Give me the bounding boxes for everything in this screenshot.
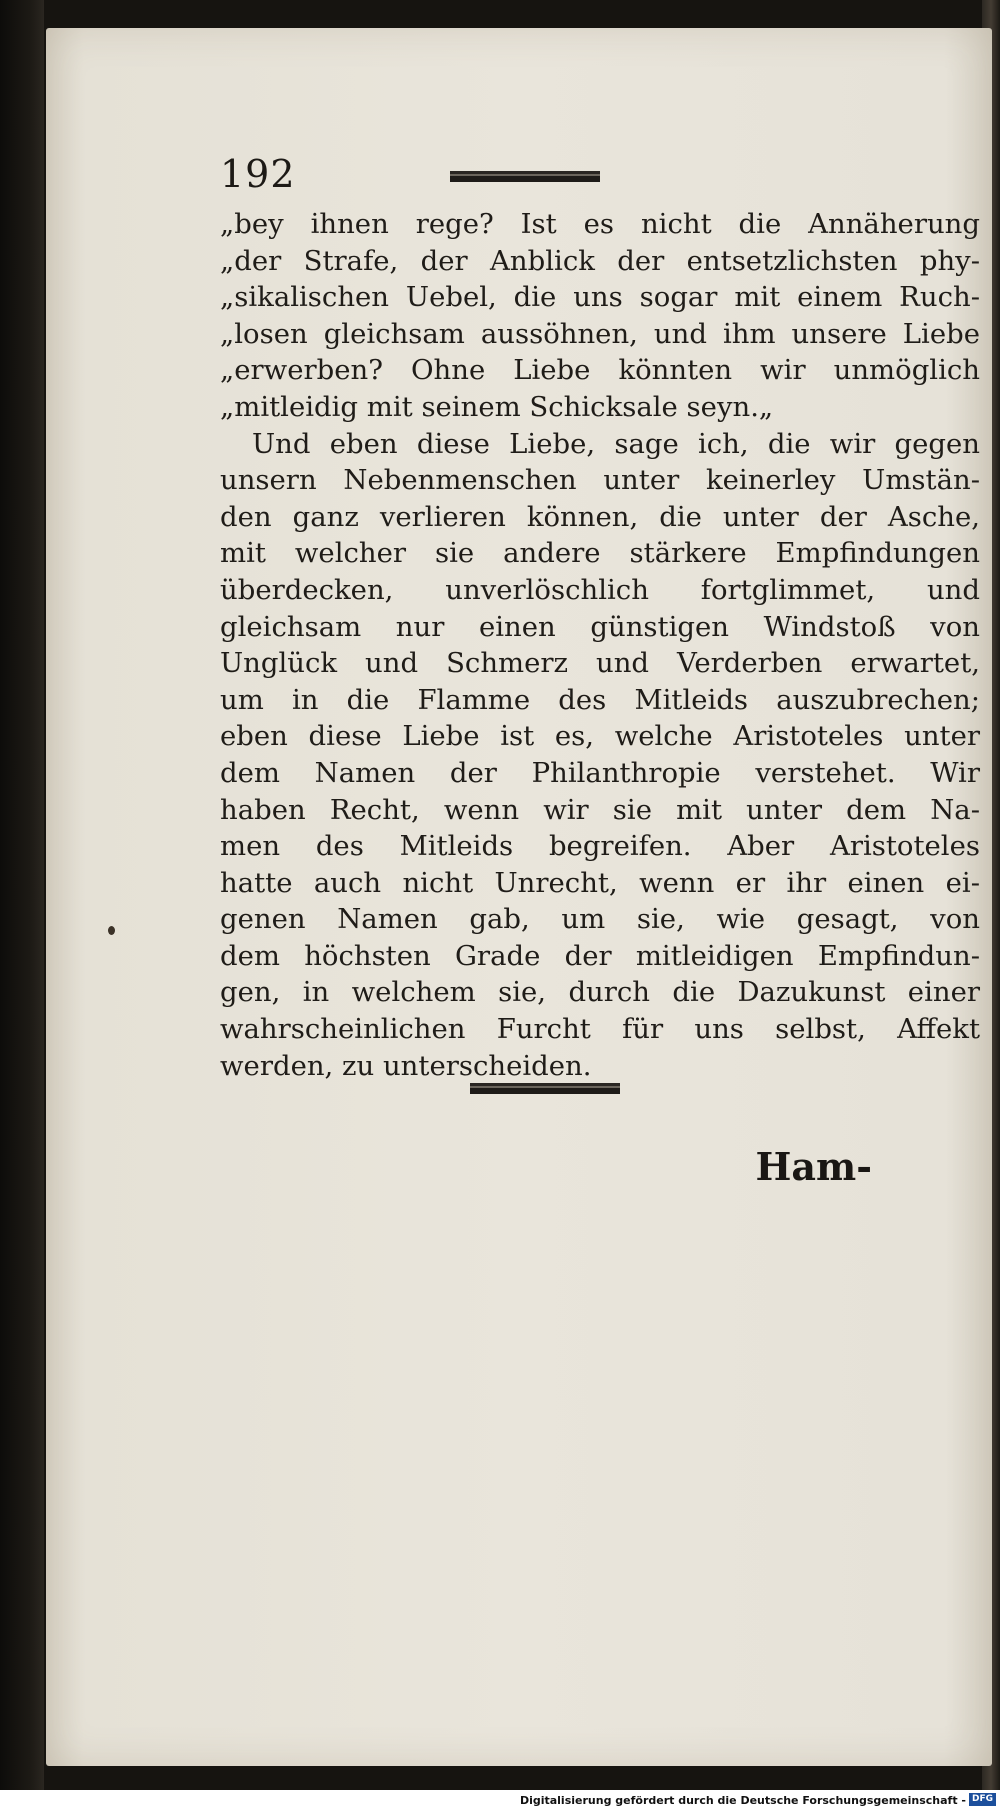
footer-bar [0, 1790, 1000, 1811]
text-line: werden, zu unterscheiden. [220, 1049, 592, 1082]
text-line: „erwerben? Ohne Liebe könnten wir unmöglich [220, 354, 980, 387]
text-line: dem höchsten Grade der mitleidigen Empfindun- [220, 939, 980, 972]
book-spine [0, 0, 44, 1790]
funding-credit: Digitalisierung gefördert durch die Deutsche Forschungsgemeinschaft - [519, 1794, 966, 1807]
text-line: Und eben diese Liebe, sage ich, die wir gegen [252, 427, 980, 460]
text-line: genen Namen gab, um sie, wie gesagt, von [220, 903, 980, 936]
text-line: unsern Nebenmenschen unter keinerley Umstän- [220, 464, 980, 497]
section-end-rule [470, 1083, 620, 1094]
text-line: Unglück und Schmerz und Verderben erwartet, [220, 647, 980, 680]
text-line: gen, in welchem sie, durch die Dazukunst einer [220, 976, 980, 1009]
text-line: men des Mitleids begreifen. Aber Aristoteles [220, 830, 980, 863]
text-line: eben diese Liebe ist es, welche Aristoteles unter [220, 720, 980, 753]
ink-spot [108, 926, 115, 935]
text-line: überdecken, unverlöschlich fortglimmet, und [220, 573, 980, 606]
text-line: den ganz verlieren können, die unter der Asche, [220, 500, 980, 533]
text-line: „losen gleichsam aussöhnen, und ihm unsere Liebe [220, 317, 980, 350]
text-line: „sikalischen Uebel, die uns sogar mit einem Ruch- [220, 281, 980, 314]
dfg-logo: DFG [969, 1793, 996, 1806]
catchword: Ham- [755, 1144, 872, 1189]
text-line: mit welcher sie andere stärkere Empfindungen [220, 537, 980, 570]
text-line: gleichsam nur einen günstigen Windstoß von [220, 610, 980, 643]
page-number: 192 [220, 152, 296, 196]
text-line: wahrscheinlichen Furcht für uns selbst, Affekt [220, 1013, 980, 1046]
text-line: „mitleidig mit seinem Schicksale seyn.„ [220, 390, 774, 423]
text-line: um in die Flamme des Mitleids auszubrechen; [220, 683, 980, 716]
page-text [220, 206, 980, 1084]
text-line: „bey ihnen rege? Ist es nicht die Annäherung [220, 208, 980, 240]
text-line: haben Recht, wenn wir sie mit unter dem Na- [220, 793, 980, 826]
header-rule [450, 171, 600, 182]
text-line: dem Namen der Philanthropie verstehet. Wir [220, 756, 980, 789]
text-line: hatte auch nicht Unrecht, wenn er ihr einen ei- [220, 866, 980, 899]
text-line: „der Strafe, der Anblick der entsetzlichsten phy- [220, 244, 980, 277]
